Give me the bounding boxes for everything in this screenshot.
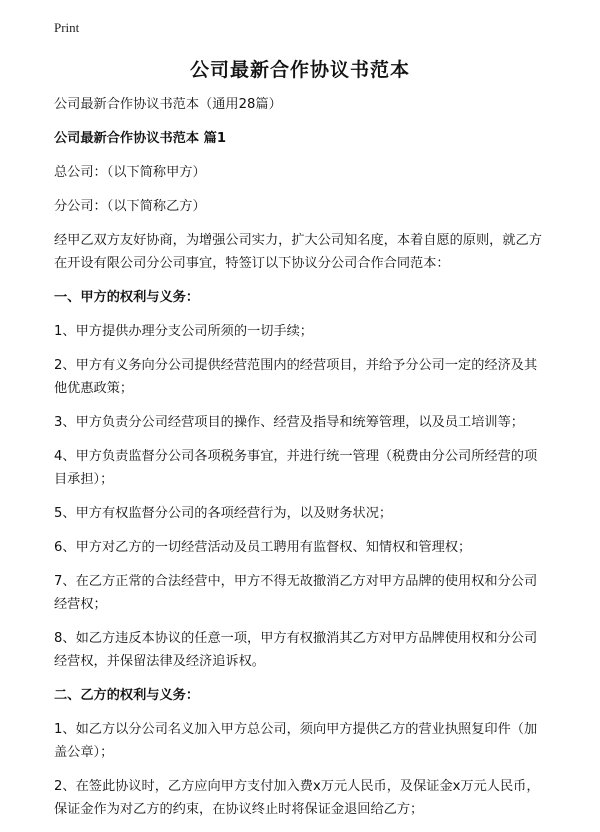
- section-heading-party-b: 二、乙方的权利与义务：: [54, 688, 200, 703]
- clause-item: 5、甲方有权监督分公司的各项经营行为，以及财务状况；: [54, 506, 393, 521]
- document-body: [54, 93, 550, 832]
- clause-item: 3、甲方负责分公司经营项目的操作、经营及指导和统筹管理，以及员工培训等；: [54, 415, 524, 430]
- clause-item: 4、甲方负责监督分公司各项税务事宜，并进行统一管理（税费由分公司所经营的项目承担）；: [54, 449, 538, 487]
- clause-item: 1、如乙方以分公司名义加入甲方总公司，须向甲方提供乙方的营业执照复印件（加盖公章）；: [54, 722, 538, 760]
- clause-item: 2、甲方有义务向分公司提供经营范围内的经营项目，并给予分公司一定的经济及其他优惠政策；: [54, 358, 538, 396]
- clause-item: 2、在签此协议时，乙方应向甲方支付加入费x万元人民币，及保证金x万元人民币，保证金作为对乙方的约束，在协议终止时将保证金退回给乙方；: [54, 779, 540, 817]
- clause-item: 7、在乙方正常的合法经营中，甲方不得无故撤消乙方对甲方品牌的使用权和分公司经营权；: [54, 574, 538, 612]
- clause-item: 8、如乙方违反本协议的任意一项，甲方有权撤消其乙方对甲方品牌使用权和分公司经营权，并保留法律及经济追诉权。: [54, 631, 538, 669]
- clause-item: 6、甲方对乙方的一切经营活动及员工聘用有监督权、知情权和管理权；: [54, 540, 472, 555]
- document-title: 公司最新合作协议书范本: [189, 59, 410, 81]
- document-subtitle: 公司最新合作协议书范本（通用28篇）: [54, 97, 282, 112]
- clause-item: 1、甲方提供办理分支公司所须的一切手续；: [54, 324, 313, 339]
- party-a-line: 总公司：（以下简称甲方）: [54, 165, 206, 180]
- intro-paragraph: 经甲乙双方友好协商，为增强公司实力，扩大公司知名度，本着自愿的原则，就乙方在开设有限公司分公司事宜，特签订以下协议分公司合作合同范本：: [54, 233, 542, 271]
- section-heading-party-a: 一、甲方的权利与义务：: [54, 290, 200, 305]
- print-link[interactable]: Print: [54, 20, 80, 35]
- party-b-line: 分公司：（以下简称乙方）: [54, 199, 206, 214]
- article-heading: 公司最新合作协议书范本 篇1: [54, 131, 227, 146]
